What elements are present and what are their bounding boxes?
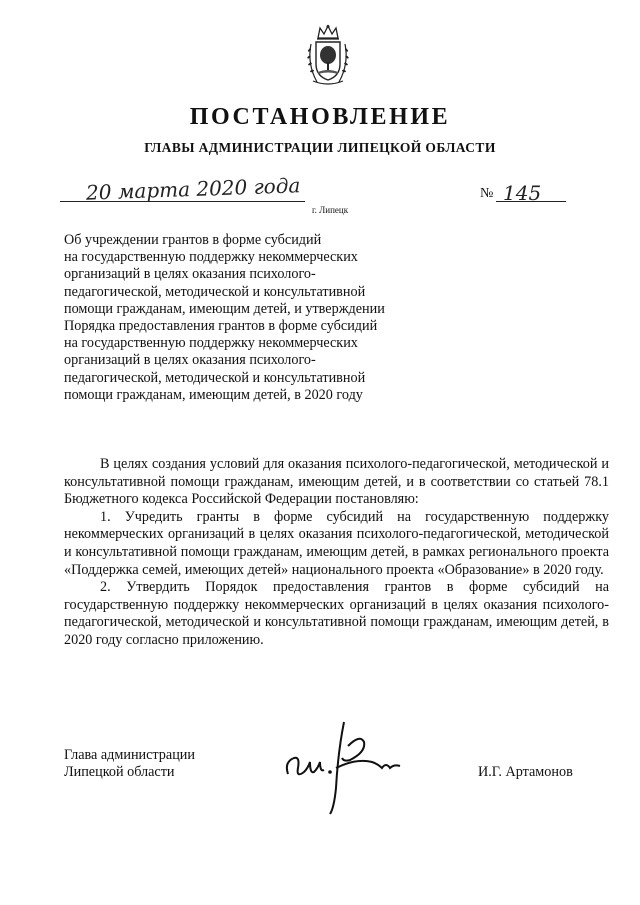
subject-line: организаций в целях оказания психолого-	[64, 352, 316, 369]
subject-line: педагогической, методической и консультативной	[64, 283, 366, 300]
clause-paragraph: 1. Учредить гранты в форме субсидий на государственную поддержку некоммерческих организаций в целях оказания психолого-педагогической, методической и консультативной помощи гражданам, имеющим детей, в рамках регионального проекта «Поддержка семей, имеющих детей» национального проекта «Образование» в 2020 году.	[64, 508, 609, 578]
city-label: г. Липецк	[312, 205, 349, 215]
document-number: 145	[503, 181, 542, 205]
position-line: Липецкой области	[64, 764, 175, 781]
issuing-authority: ГЛАВЫ АДМИНИСТРАЦИИ ЛИПЕЦКОЙ ОБЛАСТИ	[144, 140, 496, 155]
coat-of-arms-icon	[303, 24, 353, 88]
document-subject	[64, 232, 424, 404]
document-date: 20 марта 2020 года	[85, 173, 301, 205]
subject-line: организаций в целях оказания психолого-	[64, 266, 316, 283]
number-label: №	[480, 186, 494, 201]
clause-paragraph: 2. Утвердить Порядок предоставления грантов в форме субсидий на государственную поддержку некоммерческих организаций в целях оказания психолого-педагогической, методической и консультативной помощи гражданам, имеющим детей, в 2020 году согласно приложению.	[64, 579, 609, 648]
signatory-position	[64, 747, 195, 781]
subject-line: на государственную поддержку некоммерческих	[64, 249, 358, 266]
document-title: ПОСТАНОВЛЕНИЕ	[189, 104, 451, 130]
subject-line: педагогической, методической и консультативной	[64, 369, 366, 386]
subject-line: Порядка предоставления грантов в форме субсидий	[64, 318, 378, 335]
preamble-paragraph: В целях создания условий для оказания психолого-педагогической, методической и консультативной помощи гражданам, имеющим детей, и в соответствии со статьей 78.1 Бюджетного кодекса Российской Федерации постановляю:	[64, 456, 609, 508]
position-line: Глава администрации	[64, 747, 195, 763]
handwritten-signature	[278, 712, 408, 822]
subject-line: помощи гражданам, имеющим детей, в 2020 году	[64, 386, 363, 403]
subject-line: на государственную поддержку некоммерческих	[64, 335, 358, 352]
subject-line: Об учреждении грантов в форме субсидий	[64, 232, 322, 248]
signatory-name: И.Г. Артамонов	[478, 764, 573, 780]
subject-line: помощи гражданам, имеющим детей, и утверждении	[64, 300, 385, 317]
document-body	[64, 456, 609, 650]
